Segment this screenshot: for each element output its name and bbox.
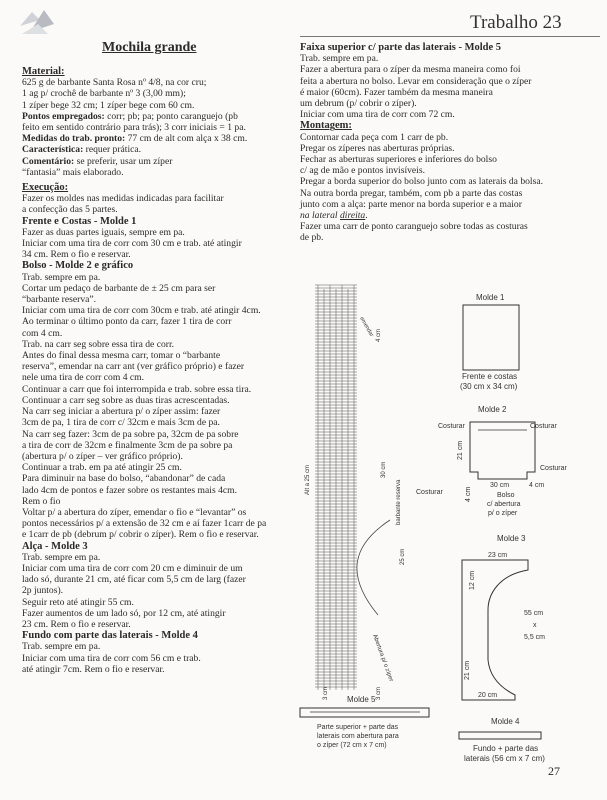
chart-label-3cm: 3 cm [376, 686, 382, 700]
faixa-line: um debrum (p/ cobrir o zíper). [300, 98, 417, 110]
bolso-line: 3cm de pa, 1 tira de corr c/ 32cm e mais 3cm de pa. [22, 417, 220, 429]
caracteristica-label: Característica: [22, 144, 84, 156]
fundo-line: Trab. sempre em pa. [22, 641, 101, 653]
fundo-heading: Fundo com parte das laterais - Molde 4 [22, 630, 198, 642]
bolso-line: Continuar a carr que foi interrompida e trab. sobre essa tira. [22, 383, 252, 395]
bolso-line: Antes do final dessa mesma carr, tomar o “barbante [22, 350, 221, 362]
alca-heading: Alça - Molde 3 [22, 540, 88, 552]
bolso-line: Continuar a carr seg sobre as duas tiras acrescentadas. [22, 394, 230, 406]
bolso-line: com 4 cm. [22, 327, 63, 339]
bolso-line: Para diminuir na base do bolso, “abandonar” de cada [22, 473, 226, 485]
faixa-heading: Faixa superior c/ parte das laterais - Molde 5 [300, 42, 502, 53]
page-number: 27 [548, 764, 560, 778]
molde2-costurar: Costurar [416, 489, 443, 496]
bolso-line: lado 4cm de pontos e fazer sobre os restantes mais 4cm. [22, 484, 237, 496]
molde4-label: Fundo + parte das [473, 744, 539, 753]
faixa-line: Fazer a abertura para o zíper da mesma maneira como foi [300, 64, 521, 76]
comentario-label: Comentário: [22, 155, 75, 167]
alca-line: 2p juntos). [22, 585, 64, 597]
molde3-title: Molde 3 [497, 534, 526, 543]
molde5-title: Molde 5 [347, 695, 376, 704]
molde1-label: Frente e costas [462, 372, 518, 381]
bolso-line: (abertura p/ o zíper – ver gráfico próprio). [22, 450, 183, 462]
molde3-12cm: 12 cm [469, 570, 476, 590]
molde2-label: Bolso [497, 492, 515, 499]
montagem-line: Fechar as aberturas superiores e inferiores do bolso [300, 154, 497, 166]
molde3-x: x [533, 622, 537, 629]
molde2-shape [470, 422, 535, 479]
chart-label-emendar: emendar [358, 316, 375, 338]
faixa-line: Trab. sempre em pa. [300, 53, 379, 65]
chart-label-alt: Alt a 25 cm [305, 464, 311, 495]
frente-line: Iniciar com uma tira de corr com 30 cm e trab. até atingir [22, 238, 242, 250]
molde1-shape [463, 305, 519, 370]
pontos-line: feito em sentido contrário para trás); 3 corr iniciais = 1 pa. [22, 122, 246, 134]
molde2-costurar: Costurar [530, 423, 557, 430]
comentario-text: se preferir, usar um zíper [74, 155, 173, 167]
bolso-line: Iniciar com uma tira de corr com 30cm e trab. até atingir 4cm. [22, 305, 261, 317]
faixa-line: feita a abertura no bolso. Levar em consideração que o zíper [300, 75, 532, 87]
frente-line: Fazer as duas partes iguais, sempre em pa. [22, 226, 185, 238]
molde3-5cm: 5,5 cm [524, 634, 546, 641]
caracteristica-text: requer prática. [83, 144, 142, 156]
execucao-line: Fazer os moldes nas medidas indicadas para facilitar [22, 193, 224, 205]
molde2-4cm: 4 cm [465, 486, 472, 502]
bolso-line: pontos necessários p/ a extensão de 32 cm e aí fazer 1carr de pa [22, 518, 267, 530]
molde4-label: laterais (56 cm x 7 cm) [464, 754, 545, 763]
medidas-label: Medidas do trab. pronto: [22, 133, 126, 145]
chart-label-zip: Abertura p/ o zíper [371, 633, 394, 683]
chart-label-30cm: 30 cm [381, 461, 387, 478]
material-line: 1 ag p/ crochê de barbante nº 3 (3,00 mm); [22, 88, 186, 100]
montagem-line: Fazer uma carr de ponto caranguejo sobre todas as costuras [300, 221, 528, 233]
molde2-21cm: 21 cm [457, 440, 464, 460]
molde4-title: Molde 4 [491, 717, 520, 726]
montagem-italic-underline: direita [339, 210, 366, 222]
molde2-title: Molde 2 [478, 405, 507, 414]
bolso-line: Rem o fio [22, 495, 61, 507]
frente-heading: Frente e Costas - Molde 1 [22, 215, 137, 227]
molde5-label: Parte superior + parte das [317, 724, 399, 731]
molde1-size: (30 cm x 34 cm) [460, 382, 518, 391]
bolso-line: Continuar a trab. em pa até atingir 25 cm. [22, 462, 182, 474]
montagem-heading: Montagem: [300, 120, 352, 132]
crochet-chart [315, 285, 357, 690]
comentario-line: “fantasia” mais elaborado. [22, 166, 124, 178]
molde2-label: c/ abertura [487, 501, 521, 508]
molde2-costurar: Costurar [438, 423, 465, 430]
alca-line: lado só, durante 21 cm, até ficar com 5,5 cm de larg (fazer [22, 574, 246, 586]
montagem-line: de pb. [300, 232, 324, 244]
montagem-line: c/ ag de mão e pontos invisíveis. [300, 165, 425, 177]
molde5-label: o zíper (72 cm x 7 cm) [317, 742, 387, 749]
execucao-heading: Execução: [22, 182, 69, 194]
chart-yarn-curve [357, 520, 390, 615]
molde3-20cm: 20 cm [478, 692, 498, 699]
bolso-line: reserva”, emendar na carr ant (ver gráfico próprio) e fazer [22, 361, 245, 373]
molde4-shape [459, 732, 541, 739]
chart-label-3cm: 3 cm [323, 686, 329, 700]
molde2-4cm: 4 cm [529, 482, 545, 489]
medidas-text: 77 cm de alt com alça x 38 cm. [125, 133, 248, 145]
bolso-line: Trab. na carr seg sobre essa tira de corr. [22, 338, 175, 350]
molde2-costurar: Costurar [540, 465, 567, 472]
pontos-text: corr; pb; pa; ponto caranguejo (pb [104, 110, 238, 122]
bolso-line: Ao terminar o último ponto da carr, fazer 1 tira de corr [22, 316, 232, 328]
alca-line: Iniciar com uma tira de corr com 20 cm e diminuir de um [22, 562, 243, 574]
fundo-line: até atingir 7cm. Rem o fio e reservar. [22, 663, 165, 675]
montagem-line: Pregar os zíperes nas aberturas próprias. [300, 142, 455, 154]
alca-line: Fazer aumentos de um lado só, por 12 cm, até atingir [22, 607, 226, 619]
alca-line: 23 cm. Rem o fio e reservar. [22, 618, 131, 630]
fundo-line: Iniciar com uma tira de corr com 56 cm e trab. [22, 652, 201, 664]
execucao-line: a confecção das 5 partes. [22, 204, 118, 216]
chart-label-reserva: barbante reserva [396, 479, 402, 525]
frente-line: 34 cm. Rem o fio e reservar. [22, 249, 131, 261]
faixa-line: Iniciar com uma tira de corr com 72 cm. [300, 109, 455, 121]
montagem-line: Pregar a borda superior do bolso junto com as laterais da bolsa. [300, 176, 543, 188]
molde3-55cm: 55 cm [524, 610, 544, 617]
molde3-21cm: 21 cm [464, 660, 471, 680]
molde3-23cm: 23 cm [488, 552, 508, 559]
bolso-line: e 1carr de pb (debrum p/ cobrir o zíper). Rem o fio e reservar. [22, 529, 259, 541]
bolso-line: nele uma tira de corr com 4 cm. [22, 372, 145, 384]
bolso-line: Voltar p/ a abertura do zíper, emendar o fio e “levantar” os [22, 506, 247, 518]
chart-label-4cm: 4 cm [376, 328, 382, 342]
material-line: 625 g de barbante Santa Rosa nº 4/8, na cor cru; [22, 77, 207, 89]
bolso-line: “barbante reserva”. [22, 294, 97, 306]
chapter-title: Trabalho 23 [470, 12, 562, 33]
montagem-line: Na outra borda pregar, também, com pb a parte das costas [300, 187, 523, 199]
molde5-label: laterais com abertura para [317, 733, 399, 740]
bolso-line: Trab. sempre em pa. [22, 271, 101, 283]
faixa-line: é maior (60cm). Fazer também da mesma maneira [300, 86, 493, 98]
page-title: Mochila grande [102, 40, 197, 55]
molde2-label: p/ o zíper [488, 510, 518, 517]
montagem-end: . [365, 210, 368, 222]
alca-line: Trab. sempre em pa. [22, 551, 101, 563]
pontos-label: Pontos empregados: [22, 110, 105, 122]
bolso-heading: Bolso - Molde 2 e gráfico [22, 260, 134, 272]
montagem-line: junto com a alça: parte menor na borda superior e a maior [300, 198, 522, 210]
bolso-line: Na carr seg fazer: 3cm de pa sobre pa, 32cm de pa sobre [22, 428, 239, 440]
material-heading: Material: [22, 66, 65, 77]
molde1-title: Molde 1 [476, 293, 505, 302]
material-line: 1 zíper bege 32 cm; 1 zíper bege com 60 cm. [22, 99, 195, 111]
bolso-line: a tira de corr de 32cm e finalmente 3cm de pa sobre pa [22, 439, 233, 451]
montagem-line: Contornar cada peça com 1 carr de pb. [300, 131, 449, 143]
bolso-line: Na carr seg iniciar a abertura p/ o zíper assim: fazer [22, 406, 221, 418]
alca-line: Seguir reto até atingir 55 cm. [22, 596, 134, 608]
molde5-shape [300, 708, 429, 717]
bolso-line: Cortar um pedaço de barbante de ± 25 cm para ser [22, 282, 216, 294]
chart-label-25cm: 25 cm [400, 548, 406, 565]
molde2-30cm: 30 cm [490, 482, 510, 489]
montagem-italic: na lateral [300, 210, 340, 222]
